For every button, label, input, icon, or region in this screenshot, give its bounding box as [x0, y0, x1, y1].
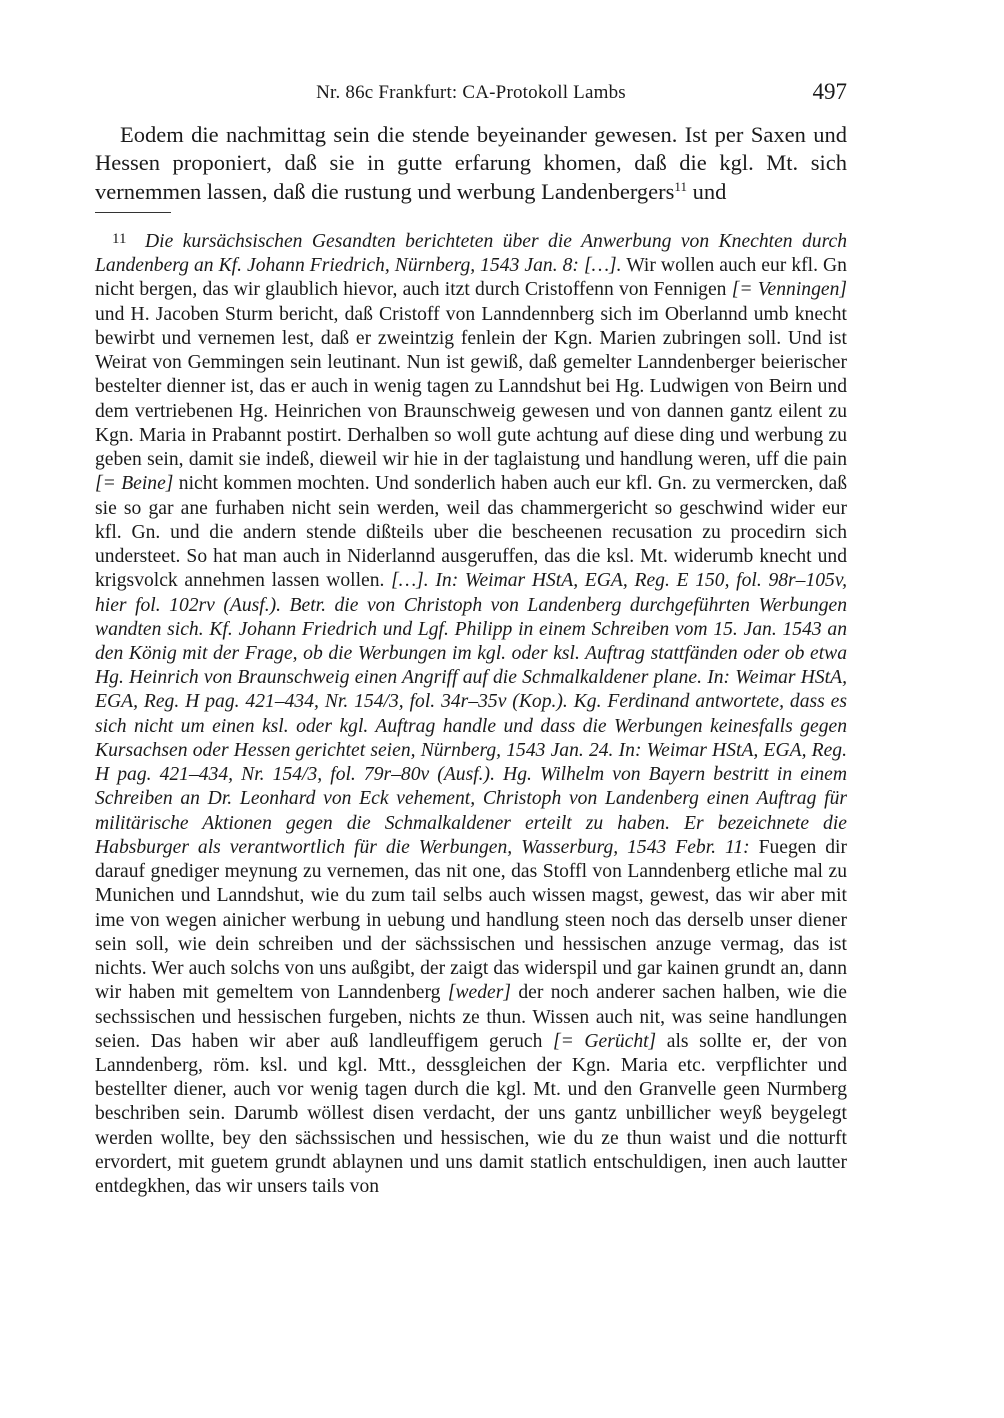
- footnote-italic-segment: [weder]: [447, 982, 511, 1004]
- page-header: [95, 79, 847, 109]
- footnote: 11 Die kursächsischen Gesandten berichteten über die Anwerbung von Knechten durch Landenberg an Kf. Johann Friedrich, Nürnberg, 1543 Jan. 8: […]. Wir wollen auch eur kfl. Gn nicht bergen, das wir glaublich hievor, auch itzt durch Cristoffenn von Fennigen [= Venningen] und H. Jacoben Sturm bericht, daß Cristoff von Lanndennberg sich im Oberlannd umb knecht bewirbt und vernemen lest, daß er zweintzig fenlein der Kgn. Marien zubringen soll. Und ist Weirat von Gemmingen sein leutinant. Nun ist gewiß, daß gemelter Lanndenberger beierischer bestelter dienner ist, das er auch in wenig tagen zu Lanndshut bei Hg. Ludwigen von Beirn und dem vertriebenen Hg. Heinrichen von Braunschweig gewesen und von dannen gantz eilent zu Kgn. Maria in Prabannt postirt. Derhalben so woll gute achtung auf diese ding und werbung zu geben sein, damit sie indeß, dieweil wir hie in der taglaistung und handlung weren, uff die pain [= Beine] nicht kommen mochten. Und sonderlich haben auch eur kfl. Gn. zu vermercken, daß sie so gar ane furhaben nicht sein werden, weil das chammergericht so geschwind wider eur kfl. Gn. und die andern stende dißteils uber die bescheenen recusation zu procedirn sich understeet. So hat man auch in Niderlannd ausgeruffen, das die ksl. Mt. widerumb knecht und krigsvolck annehmen lassen wollen. […]. In: Weimar HStA, EGA, Reg. E 150, fol. 98r–105v, hier fol. 102rv (Ausf.). Betr. die von Christoph von Landenberg durchgeführten Werbungen wandten sich. Kf. Johann Friedrich und Lgf. Philipp in einem Schreiben vom 15. Jan. 1543 an den König mit der Frage, ob die Werbungen im kgl. oder ksl. Auftrag stattfänden oder ob etwa Hg. Heinrich von Braunschweig einen Angriff auf die Schmalkaldener plane. In: Weimar HStA, EGA, Reg. H pag. 421–434, Nr. 154/3, fol. 34r–35v (Kop.). Kg. Ferdinand antwortete, dass es sich nicht um einen ksl. oder kgl. Auftrag handle und dass die Werbungen keinesfalls gegen Kursachsen oder Hessen gerichtet seien, Nürnberg, 1543 Jan. 24. In: Weimar HStA, EGA, Reg. H pag. 421–434, Nr. 154/3, fol. 79r–80v (Ausf.). Hg. Wilhelm von Bayern bestritt in einem Schreiben an Dr. Leonhard von Eck vehement, Christoph von Landenberg einen Auftrag für militärische Aktionen gegen die Schmalkaldener erteilt zu haben. Er bezeichnete die Habsburger als verantwortlich für die Werbungen, Wasserburg, 1543 Febr. 11: Fuegen dir darauf gnediger meynung zu vernemen, das nit one, das Stoffl von Lanndenberg etliche mal zu Munichen und Lanndshut, wie du zum tail selbs auch wissen magst, gewest, das wir aber mit ime von wegen ainicher werbung in uebung und handlung steen noch das derselb unser diener sein soll, wie dein schreiben und der sächssischen und hessischen anzuge vermag, das ist nichts. Wer auch solchs von uns außgibt, der zaigt das widerspil und gar kainen grundt an, dann wir haben mit gemeltem von Lanndenberg [weder] der noch anderer sachen halben, wie die sechssischen und hessischen furgeben, nichts ze thun. Wissen auch nit, was seine handlungen seien. Das haben wir aber auß landleuffigem geruch [= Gerücht] als sollte er, der von Lanndenberg, röm. ksl. und kgl. Mtt., dessgleichen der Kgn. Maria etc. verpflichter und bestellter diener, auch vor wenig tagen durch die kgl. Mt. und den Granvelle geen Nurmberg beschriben sein. Darumb wöllest disen verdacht, der uns gantz unbillicher weyß beygelegt werden wollte, bey den sächssischen und hessischen, wie du ze thun waist und die notturft ervordert, mit guetem grundt ablaynen und uns damit statlich entschuldigen, inen auch lautter entdegkhen, das wir unsers tails von: [95, 231, 847, 1198]
- footnote-quote-segment: nicht kommen mochten. Und sonderlich haben auch eur kfl. Gn. zu vermercken, daß sie so gar ane furhaben nicht sein werden, weil das chammergericht so geschwind wider eur kfl. Gn. und die andern stende dißteils uber die bescheenen recusation zu procedirn sich understeet. So hat man auch in Niderlannd ausgeruffen, das die ksl. Mt. widerumb knecht und krigsvolck annehmen lassen wollen.: [95, 473, 847, 592]
- footnote-quote-segment: Fuegen dir darauf gnediger meynung zu vernemen, das nit one, das Stoffl von Lanndenberg etliche mal zu Munichen und Lanndshut, wie du zum tail selbs auch wissen magst, gewest, das wir aber mit ime von wegen ainicher werbung in uebung und handlung steen noch das derselb unser diener sein soll, wie dein schreiben und der sächssischen und hessischen anzuge vermag, das ist nichts. Wer auch solchs von uns außgibt, der zaigt das widerspil und gar kainen grundt an, dann wir haben mit gemeltem von Lanndenberg: [95, 836, 847, 1004]
- footnote-italic-segment: [= Beine]: [95, 473, 174, 495]
- footnote-quote-segment: der noch anderer sachen halben, wie die sechssischen und hessischen furgeben, nichts ze thun. Wissen auch nit, was seine handlungen seien. Das haben wir aber auß landleuffigem geruch: [95, 982, 847, 1052]
- footnote-reference: 11: [674, 178, 687, 194]
- page-number: 497: [812, 79, 847, 104]
- footnote-quote-segment: und H. Jacoben Sturm bericht, daß Cristoff von Lanndennberg sich im Oberlannd umb knecht bewirbt und vernemen lest, daß er zweintzig fenlein der Kgn. Marien zubringen soll. Und ist Weirat von Gemmingen sein leutinant. Nun ist gewiß, daß gemelter Lanndenberger beierischer bestelter dienner ist, das er auch in wenig tagen zu Lanndshut bei Hg. Ludwigen von Beirn und dem vertriebenen Hg. Heinrichen von Braunschweig gewesen und von dannen gantz eilent zu Kgn. Maria in Prabannt postirt. Derhalben so woll gute achtung auf diese ding und werbung zu geben sein, damit sie indeß, dieweil wir hie in der taglaistung und handlung weren, uff die pain: [95, 303, 847, 471]
- running-head: Nr. 86c Frankfurt: CA-Protokoll Lambs: [316, 82, 626, 103]
- main-text: [95, 121, 847, 206]
- footnote-quote-segment: Wir wollen auch eur kfl. Gn nicht bergen, das wir glaublich hievor, auch itzt durch Cristoffenn von Fennigen: [95, 255, 847, 301]
- footnote-italic-segment: […]. In: Weimar HStA, EGA, Reg. E 150, fol. 98r–105v, hier fol. 102rv (Ausf.). Betr. die von Christoph von Landenberg durchgeführten Werbungen wandten sich. Kf. Johann Friedrich und Lgf. Philipp in einem Schreiben vom 15. Jan. 1543 an den König mit der Frage, ob die Werbungen im kgl. oder ksl. Auftrag stattfänden oder ob etwa Hg. Heinrich von Braunschweig einen Angriff auf die Schmalkaldener plane. In: Weimar HStA, EGA, Reg. H pag. 421–434, Nr. 154/3, fol. 34r–35v (Kop.). Kg. Ferdinand antwortete, dass es sich nicht um einen ksl. oder kgl. Auftrag handle und dass die Werbungen keinesfalls gegen Kursachsen oder Hessen gerichtet seien, Nürnberg, 1543 Jan. 24. In: Weimar HStA, EGA, Reg. H pag. 421–434, Nr. 154/3, fol. 79r–80v (Ausf.). Hg. Wilhelm von Bayern bestritt in einem Schreiben an Dr. Leonhard von Eck vehement, Christoph von Landenberg einen Auftrag für militärische Aktionen gegen die Schmalkaldener erteilt zu haben. Er bezeichnete die Habsburger als verantwortlich für die Werbungen, Wasserburg, 1543 Febr. 11:: [95, 570, 847, 858]
- footnote-italic-segment: [= Gerücht]: [552, 1030, 657, 1052]
- main-text-end: und: [686, 178, 727, 204]
- footnote-quote-segment: als sollte er, der von Lanndenberg, röm. ksl. und kgl. Mtt., dessgleichen der Kgn. Maria etc. verpflichter und bestellter diener, auch vor wenig tagen durch die kgl. Mt. und den Granvelle geen Nurmberg beschriben sein. Darumb wöllest disen verdacht, der uns gantz unbillicher weyß beygelegt werden wollte, bey den sächssischen und hessischen, wie du ze thun waist und die notturft ervordert, mit guetem grundt ablaynen und uns damit statlich entschuldigen, inen auch lautter entdegkhen, das wir unsers tails von: [95, 1030, 847, 1198]
- footnote-separator: [95, 212, 171, 213]
- footnote-italic-segment: Die kursächsischen Gesandten berichteten über die Anwerbung von Knechten durch Landenberg an Kf. Johann Friedrich, Nürnberg, 1543 Jan. 8: […].: [95, 231, 847, 277]
- footnote-italic-segment: [= Venningen]: [731, 279, 847, 301]
- main-text-body: Eodem die nachmittag sein die stende beyeinander gewesen. Ist per Saxen und Hessen proponiert, daß sie in gutte erfarung khomen, daß die kgl. Mt. sich vernemmen lassen, daß die rustung und werbung Landenbergers: [95, 122, 847, 204]
